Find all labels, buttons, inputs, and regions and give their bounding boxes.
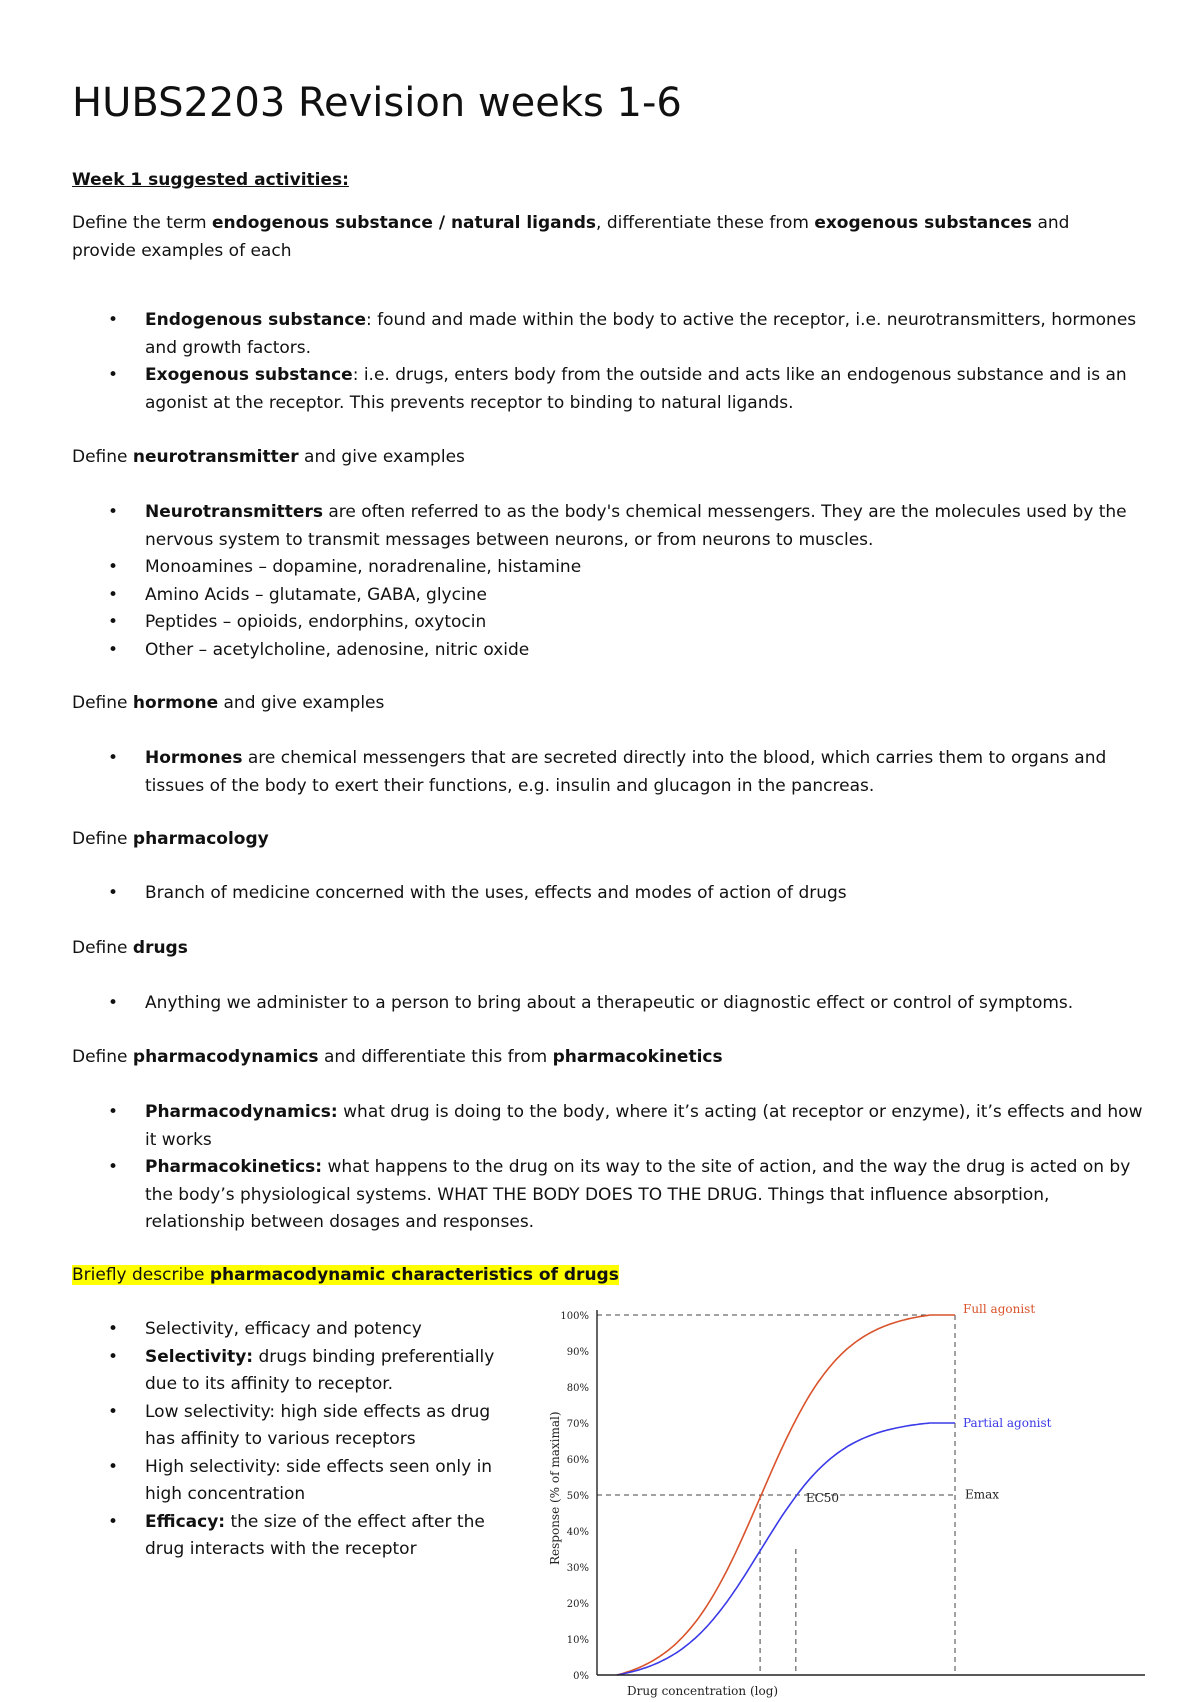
item-text: are often referred to as the body's chemical messengers. They are the molecules used by the nervous system to transmit messages between neurons, or from neurons to muscles. — [145, 502, 1127, 550]
dose-response-chart — [545, 1295, 1145, 1698]
question-hormone — [72, 690, 1132, 718]
question-term: pharmacodynamic characteristics of drugs — [209, 1265, 619, 1285]
list-item — [72, 582, 1152, 610]
y-tick-label: 50% — [566, 1491, 589, 1502]
question-text: , differentiate these from — [596, 213, 815, 233]
item-text: Amino Acids – glutamate, GABA, glycine — [145, 584, 487, 605]
item-term: Neurotransmitters — [145, 502, 323, 522]
item-text: what drug is doing to the body, where it’s acting (at receptor or enzyme), it’s effects and how it works — [145, 1102, 1143, 1150]
y-tick-label: 80% — [566, 1383, 589, 1394]
item-text: Branch of medicine concerned with the uses, effects and modes of action of drugs — [145, 883, 847, 903]
item-text: : i.e. drugs, enters body from the outside and acts like an endogenous substance and is an agonist at the receptor. This prevents receptor to binding to natural ligands. — [145, 365, 1127, 413]
question-pharmacodynamics — [72, 1044, 1132, 1072]
y-tick-label: 30% — [566, 1563, 589, 1574]
question-term: pharmacodynamics — [132, 1047, 319, 1067]
question-term: exogenous substances — [814, 213, 1033, 233]
list-item — [72, 307, 1152, 362]
item-text: Peptides – opioids, endorphins, oxytocin — [145, 612, 487, 632]
item-term: Pharmacokinetics: — [145, 1157, 323, 1177]
item-text: drugs binding preferentially due to its affinity to receptor. — [145, 1346, 495, 1394]
question-term: pharmacology — [132, 829, 269, 849]
list-item — [72, 1344, 512, 1399]
list-item — [72, 745, 1152, 800]
question-endogenous — [72, 210, 1132, 265]
item-term: Efficacy: — [145, 1511, 226, 1532]
list-item — [72, 554, 1152, 582]
question-term: drugs — [132, 938, 188, 958]
question-pharmacology — [72, 826, 1132, 854]
answer-list-neurotransmitter — [72, 499, 1152, 664]
list-item — [72, 499, 1152, 554]
question-text: and give examples — [218, 693, 385, 713]
y-tick-label: 0% — [573, 1671, 589, 1682]
item-text: Low selectivity: high side effects as drug has affinity to various receptors — [145, 1401, 491, 1449]
list-item — [72, 637, 1152, 665]
item-text: what happens to the drug on its way to the site of action, and the way the drug is acted on by the body’s physiological systems. WHAT THE BODY DOES TO THE DRUG. Things that influence absorption, relationship between dosages and responses. — [145, 1157, 1131, 1232]
question-text: Define — [72, 829, 133, 849]
list-item — [72, 1509, 512, 1564]
item-term: Exogenous substance — [145, 365, 353, 385]
question-pharmacodynamic-characteristics — [72, 1262, 1132, 1290]
question-text: Define — [72, 693, 133, 713]
list-item — [72, 1399, 512, 1454]
question-text: Define — [72, 1047, 133, 1067]
guide-lines — [597, 1315, 955, 1675]
item-term: Hormones — [145, 748, 243, 768]
answer-list-hormone — [72, 745, 1152, 800]
question-text: and give examples — [298, 447, 465, 467]
answer-list-pharmacology — [72, 880, 1152, 908]
question-drugs — [72, 935, 1132, 963]
highlighted-question — [72, 1265, 619, 1285]
list-item — [72, 1316, 512, 1344]
list-item — [72, 1154, 1152, 1237]
question-term: hormone — [132, 693, 219, 713]
y-tick-label: 70% — [566, 1419, 589, 1430]
y-tick-label: 90% — [566, 1347, 589, 1358]
item-text: Other – acetylcholine, adenosine, nitric oxide — [145, 639, 530, 660]
item-text: Monoamines – dopamine, noradrenaline, histamine — [145, 557, 582, 577]
y-tick-label: 20% — [566, 1599, 589, 1610]
list-item — [72, 362, 1152, 417]
item-text: Selectivity, efficacy and potency — [145, 1319, 422, 1339]
question-term: pharmacokinetics — [552, 1047, 723, 1067]
curve-partial-agonist — [617, 1423, 955, 1675]
item-text: the size of the effect after the drug interacts with the receptor — [145, 1511, 485, 1559]
item-term: Endogenous substance — [145, 310, 366, 330]
question-term: endogenous substance / natural ligands — [211, 213, 597, 233]
item-term: Selectivity: — [145, 1346, 254, 1367]
list-item — [72, 990, 1172, 1018]
y-tick-label: 40% — [566, 1527, 589, 1538]
question-text: and provide examples of each — [72, 213, 1070, 261]
series-label-partial-agonist: Partial agonist — [963, 1416, 1052, 1430]
question-text: and differentiate this from — [318, 1047, 553, 1067]
list-item — [72, 880, 1152, 908]
answer-list-pharmacodynamics — [72, 1099, 1152, 1237]
list-item — [72, 1454, 512, 1509]
y-tick-label: 10% — [566, 1635, 589, 1646]
item-text: : found and made within the body to active the receptor, i.e. neurotransmitters, hormones and growth factors. — [145, 310, 1137, 358]
question-text: Briefly describe — [72, 1265, 210, 1285]
dose-response-chart-svg — [545, 1295, 1145, 1698]
y-axis-ticks — [560, 1311, 589, 1682]
answer-list-characteristics — [72, 1316, 512, 1564]
week-heading: Week 1 suggested activities: — [72, 170, 349, 190]
answer-list-drugs — [72, 990, 1172, 1018]
series-label-full-agonist: Full agonist — [963, 1302, 1036, 1316]
question-text: Define the term — [72, 213, 212, 233]
item-text: are chemical messengers that are secreted directly into the blood, which carries them to organs and tissues of the body to exert their functions, e.g. insulin and glucagon in the pancreas. — [145, 748, 1107, 796]
question-neurotransmitter — [72, 444, 1132, 472]
question-text: Define — [72, 447, 133, 467]
annotation-emax: Emax — [965, 1487, 1000, 1502]
item-text: High selectivity: side effects seen only in high concentration — [145, 1456, 493, 1504]
answer-list-endogenous — [72, 307, 1152, 417]
list-item — [72, 1099, 1152, 1154]
x-axis-label: Drug concentration (log) — [627, 1684, 779, 1698]
y-axis-label: Response (% of maximal) — [548, 1411, 562, 1565]
y-tick-label: 100% — [560, 1311, 589, 1322]
item-text: Anything we administer to a person to bring about a therapeutic or diagnostic effect or control of symptoms. — [145, 993, 1074, 1013]
question-text: Define — [72, 938, 133, 958]
question-term: neurotransmitter — [132, 447, 299, 467]
list-item — [72, 609, 1152, 637]
y-tick-label: 60% — [566, 1455, 589, 1466]
item-term: Pharmacodynamics: — [145, 1102, 338, 1122]
document-title: HUBS2203 Revision weeks 1-6 — [72, 80, 682, 126]
annotation-ec50: EC50 — [805, 1491, 840, 1506]
